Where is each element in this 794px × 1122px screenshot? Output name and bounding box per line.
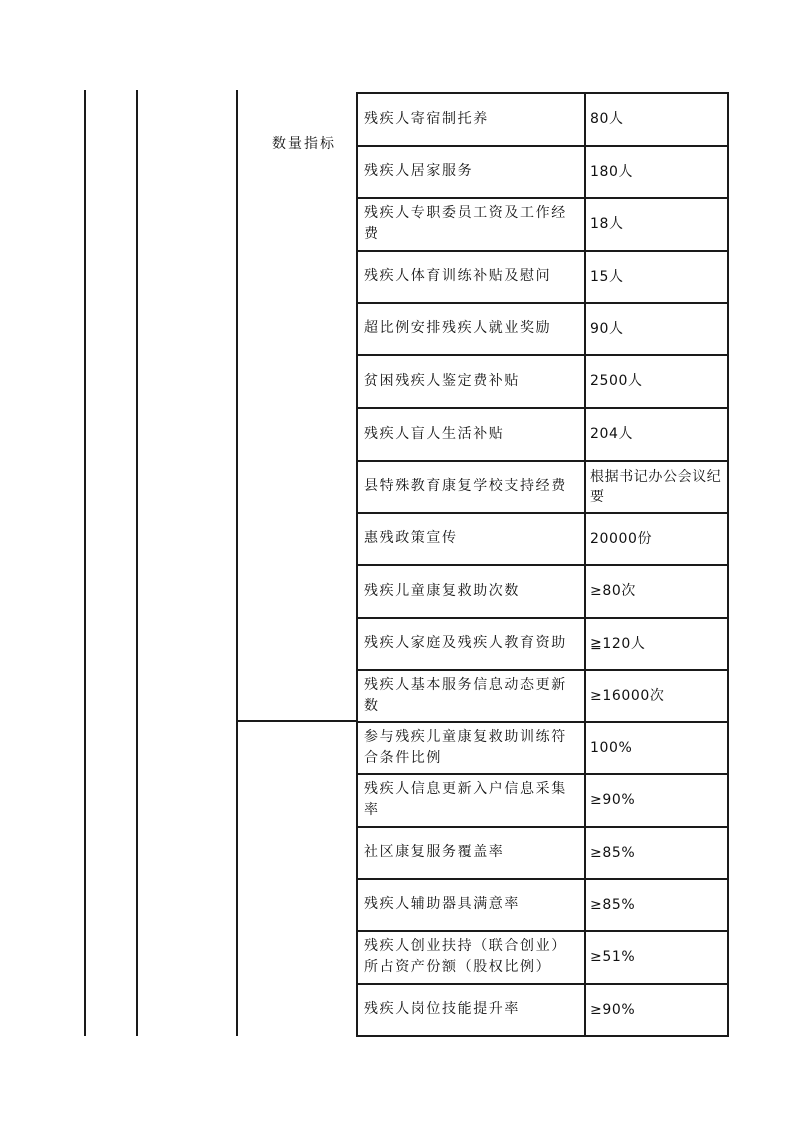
table-row <box>356 513 728 564</box>
table-left-border <box>84 90 86 1036</box>
indicator-value: 180人 <box>590 163 634 180</box>
indicator-name: 残疾人专职委员工资及工作经费 <box>364 205 567 242</box>
indicator-value: ≥90% <box>590 1001 636 1018</box>
table-row <box>356 879 728 930</box>
indicator-value: ≥90% <box>590 792 636 808</box>
table-row <box>356 565 728 617</box>
table-row <box>356 355 728 407</box>
indicator-name: 参与残疾儿童康复救助训练符合条件比例 <box>364 728 567 766</box>
indicator-value: ≥16000次 <box>590 687 665 704</box>
table-row <box>356 618 728 669</box>
indicator-value: ≥80次 <box>590 583 636 599</box>
indicator-value: ≥85% <box>590 896 636 913</box>
indicator-value: 100% <box>590 739 633 756</box>
indicator-name: 残疾人寄宿制托养 <box>364 110 489 127</box>
table-row <box>356 93 728 145</box>
indicator-value: 204人 <box>590 426 634 442</box>
table-column-divider <box>236 90 238 1036</box>
category-label: 数量指标 <box>272 136 336 152</box>
indicator-name: 县特殊教育康复学校支持经费 <box>364 478 567 494</box>
indicator-value: ≥51% <box>590 949 636 965</box>
table-row <box>356 408 728 460</box>
indicator-value: ≧120人 <box>590 635 646 652</box>
table-row <box>356 461 728 512</box>
indicator-name: 贫困残疾人鉴定费补贴 <box>364 372 520 389</box>
table-row <box>356 931 728 983</box>
indicator-value: 18人 <box>590 216 624 232</box>
indicator-name: 残疾人信息更新入户信息采集率 <box>364 781 567 818</box>
indicator-value: 15人 <box>590 268 624 285</box>
indicator-value: 20000份 <box>590 530 653 547</box>
table-row <box>356 984 728 1035</box>
table-row <box>356 774 728 826</box>
table-row <box>356 198 728 250</box>
table-row <box>356 251 728 302</box>
section-divider <box>236 720 356 722</box>
table-bottom-border <box>356 1035 729 1037</box>
table-row <box>356 827 728 878</box>
indicator-value: ≥85% <box>590 844 636 861</box>
indicator-name: 残疾人居家服务 <box>364 163 474 179</box>
indicator-name: 社区康复服务覆盖率 <box>364 844 505 860</box>
table-column-divider <box>136 90 138 1036</box>
table-row <box>356 303 728 354</box>
table-row <box>356 146 728 197</box>
indicator-name: 残疾人家庭及残疾人教育资助 <box>364 635 567 651</box>
indicator-value: 80人 <box>590 111 624 127</box>
indicator-name: 残疾人基本服务信息动态更新数 <box>364 676 567 714</box>
indicator-name: 超比例安排残疾人就业奖励 <box>364 320 552 336</box>
indicator-name: 惠残政策宣传 <box>364 530 458 546</box>
indicator-name: 残疾人盲人生活补贴 <box>364 425 505 442</box>
indicator-value: 根据书记办公会议纪要 <box>590 468 722 505</box>
indicator-name: 残疾人岗位技能提升率 <box>364 1001 520 1017</box>
table-row <box>356 670 728 721</box>
indicator-name: 残疾儿童康复救助次数 <box>364 582 520 599</box>
indicator-value: 90人 <box>590 320 624 337</box>
indicator-name: 残疾人辅助器具满意率 <box>364 896 520 912</box>
table-row <box>356 722 728 773</box>
indicator-name: 残疾人创业扶持（联合创业）所占资产份额（股权比例） <box>364 938 567 975</box>
indicator-value: 2500人 <box>590 373 643 389</box>
indicator-name: 残疾人体育训练补贴及慰问 <box>364 268 552 284</box>
